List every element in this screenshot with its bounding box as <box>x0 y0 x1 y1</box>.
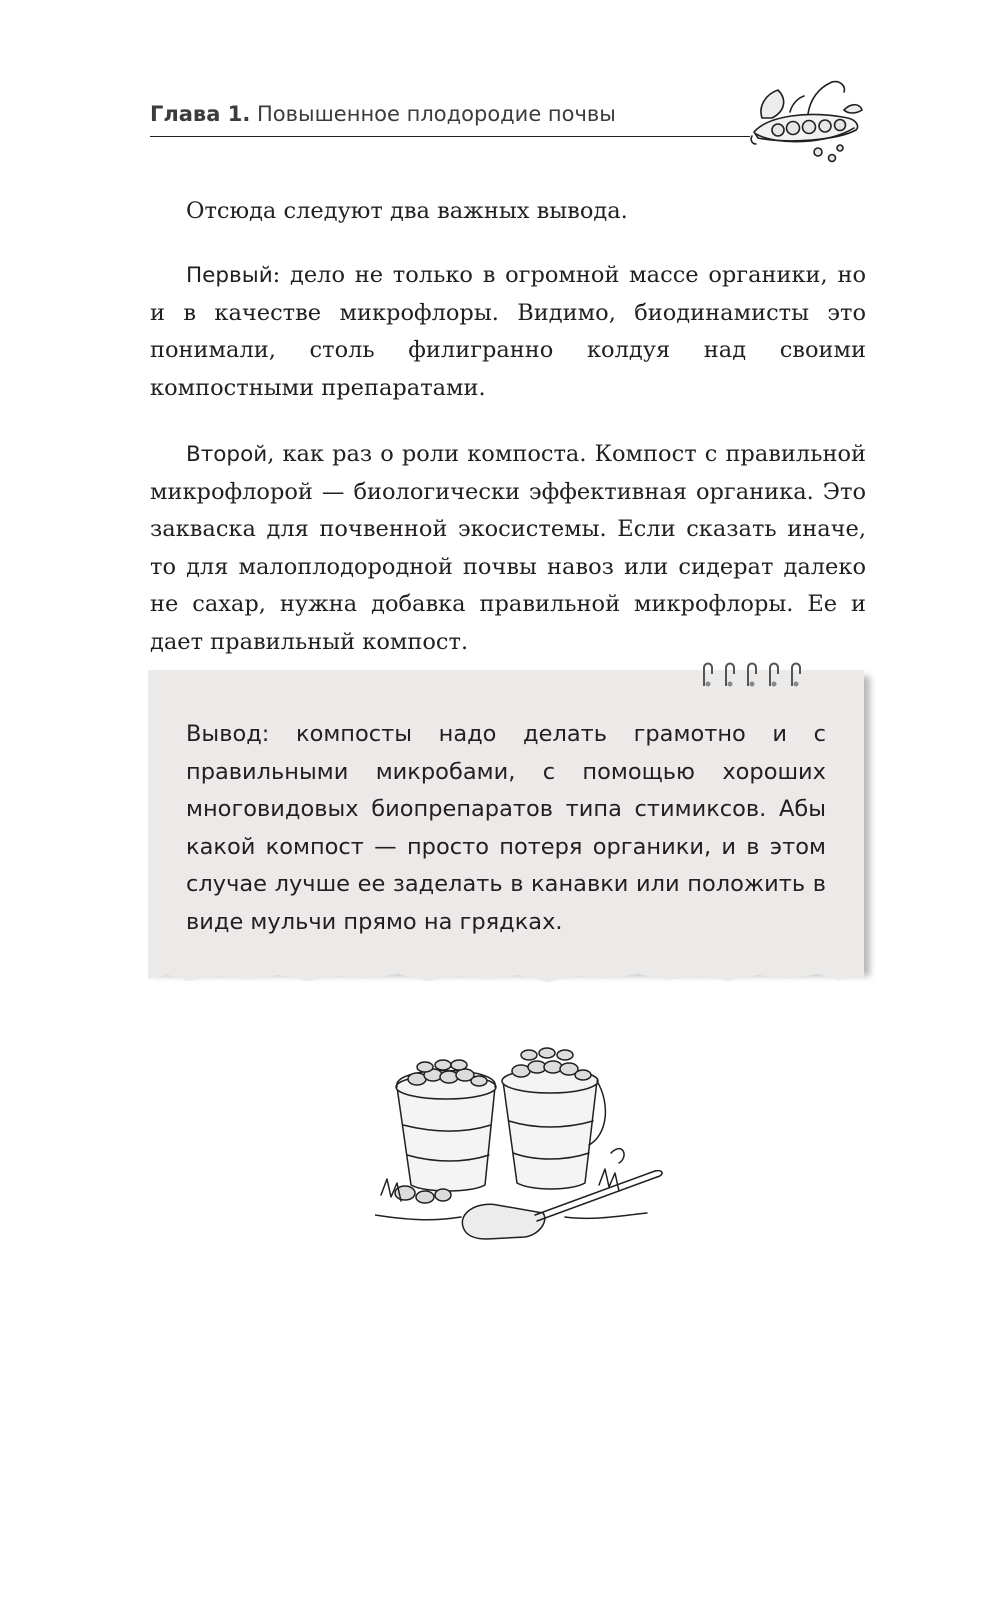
paragraph-first <box>150 257 866 407</box>
running-header <box>150 92 750 137</box>
paragraph-intro <box>150 193 866 231</box>
conclusion-note <box>148 670 864 970</box>
paragraph-second <box>150 436 866 661</box>
second-lead: Второй <box>186 442 268 467</box>
first-lead: Первый <box>186 263 273 288</box>
second-text: , как раз о роли компоста. Компост с правильной микрофлорой — биологически эффективная органика. Это закваска для почвенной экосистемы. Если сказать иначе, то для малоплодородной почвы навоз или сидерат далеко не сахар, нужна добавка правильной микрофлоры. Ее и дает правильный компост. <box>150 441 866 655</box>
spiral-rings-icon <box>696 660 816 690</box>
intro-text: Отсюда следуют два важных вывода. <box>186 198 628 224</box>
note-lead: Вывод <box>186 721 262 747</box>
first-text: : дело не только в огромной массе органики, но и в качестве микрофлоры. Видимо, биодинамисты это понимали, столь филигранно колдуя над своими компостными препаратами. <box>150 262 866 401</box>
torn-edge <box>148 966 864 984</box>
chapter-label: Глава 1. <box>150 102 251 126</box>
note-text <box>186 716 826 941</box>
buckets-of-potatoes-with-shovel-icon <box>375 1045 665 1245</box>
chapter-title: Повышенное плодородие почвы <box>256 102 616 126</box>
pea-pod-icon <box>748 70 868 170</box>
note-body: : компосты надо делать грамотно и с правильными микробами, с помощью хороших многовидовых биопрепаратов типа стимиксов. Абы какой компост — просто потеря органики, и в этом случае лучше ее заделать в канавки или положить в виде мульчи прямо на грядках. <box>186 721 826 935</box>
